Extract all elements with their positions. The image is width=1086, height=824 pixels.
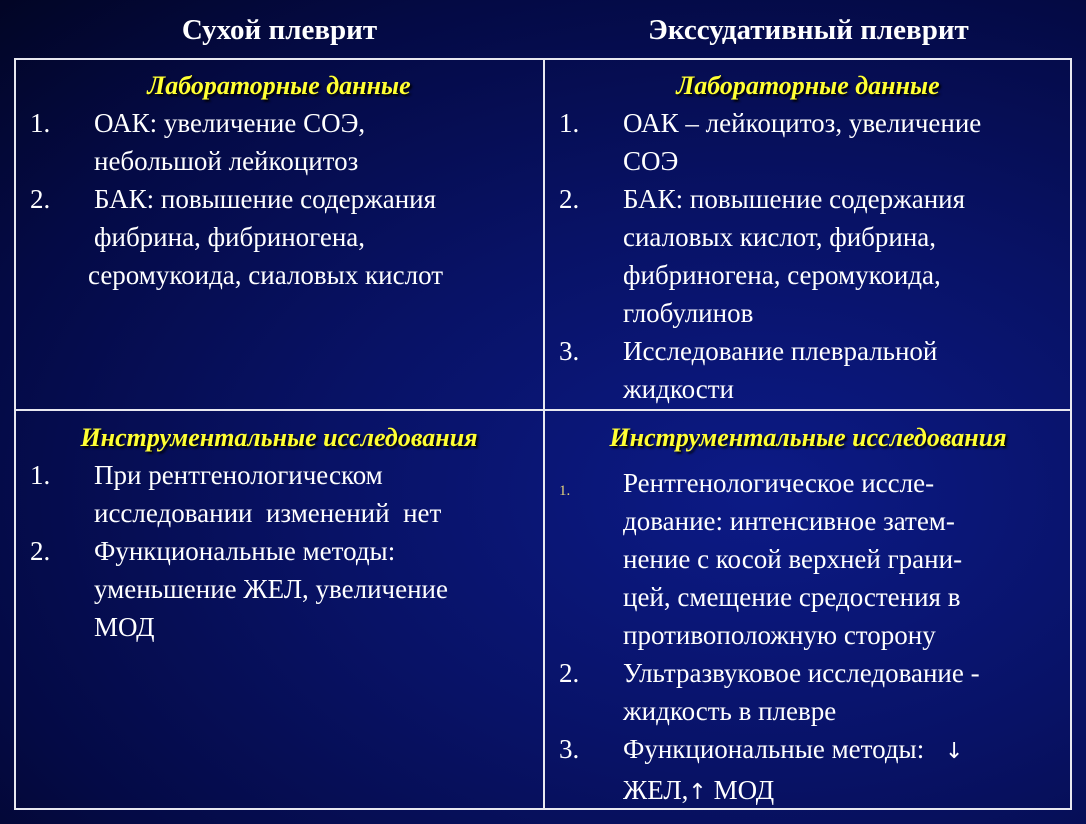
item-line: Ультразвуковое исследование - xyxy=(623,658,980,688)
column-header-exudative-pleurisy: Экссудативный плеврит xyxy=(648,14,969,46)
list-item xyxy=(18,180,540,294)
item-line: жидкость в плевре xyxy=(623,696,837,726)
item-line xyxy=(623,771,1069,812)
list-item xyxy=(18,456,540,532)
item-number: 2. xyxy=(559,184,580,214)
list-item xyxy=(547,180,1069,332)
item-line xyxy=(623,730,1069,771)
item-line: БАК: повышение содержания xyxy=(94,184,437,214)
item-line: сиаловых кислот, фибрина, xyxy=(623,222,937,252)
list-item xyxy=(547,730,1069,812)
item-line: глобулинов xyxy=(623,298,754,328)
item-text: МОД xyxy=(713,775,775,805)
item-line: Функциональные методы: xyxy=(94,536,396,566)
list-item xyxy=(547,332,1069,408)
cell-lab-exudative xyxy=(547,68,1069,408)
column-header-dry-pleurisy: Сухой плеврит xyxy=(181,14,378,46)
item-line: Исследование плевральной xyxy=(623,336,938,366)
item-text: Функциональные методы: xyxy=(623,734,925,764)
item-number: 3. xyxy=(559,734,580,764)
list-item xyxy=(547,654,1069,730)
item-line: МОД xyxy=(94,612,155,642)
item-number: 3. xyxy=(559,336,580,366)
arrow-down-icon: ↓ xyxy=(944,739,964,764)
item-number: 1. xyxy=(30,108,51,138)
item-number: 1. xyxy=(30,460,51,490)
item-line: При рентгенологическом xyxy=(94,460,383,490)
item-line: нение с косой верхней грани- xyxy=(623,544,963,574)
item-line: ОАК – лейкоцитоз, увеличение xyxy=(623,108,982,138)
list-item xyxy=(547,104,1069,180)
list-item xyxy=(547,464,1069,654)
item-line: Рентгенологическое иссле- xyxy=(623,468,935,498)
cell-instrumental-exudative xyxy=(547,420,1069,812)
item-line: серомукоида, сиаловых кислот xyxy=(88,260,444,290)
cell-lab-dry xyxy=(18,68,540,294)
item-text: ЖЕЛ, xyxy=(623,775,689,805)
item-number: 2. xyxy=(559,658,580,688)
item-line: дование: интенсивное затем- xyxy=(623,506,955,536)
item-line: фибрина, фибриногена, xyxy=(94,222,366,252)
table-divider-horizontal xyxy=(14,409,1072,411)
section-title-lab: Лабораторные данные xyxy=(147,71,411,100)
section-title-instrumental: Инструментальные исследования xyxy=(609,423,1007,452)
item-line: БАК: повышение содержания xyxy=(623,184,966,214)
item-line: фибриногена, серомукоида, xyxy=(623,260,941,290)
item-number: 1. xyxy=(559,108,580,138)
item-line: уменьшение ЖЕЛ, увеличение xyxy=(94,574,448,604)
table-divider-vertical xyxy=(543,58,545,810)
section-title-instrumental: Инструментальные исследования xyxy=(80,423,478,452)
list-item xyxy=(18,104,540,180)
cell-instrumental-dry xyxy=(18,420,540,646)
item-number: 2. xyxy=(30,536,51,566)
item-line: ОАК: увеличение СОЭ, xyxy=(94,108,366,138)
item-line: жидкости xyxy=(623,374,734,404)
item-number: 2. xyxy=(30,184,51,214)
item-line: цей, смещение средостения в xyxy=(623,582,961,612)
item-line: СОЭ xyxy=(623,146,679,176)
item-line: противоположную сторону xyxy=(623,620,936,650)
item-line: исследовании изменений нет xyxy=(94,498,442,528)
item-number: 1. xyxy=(559,483,571,499)
section-title-lab: Лабораторные данные xyxy=(676,71,940,100)
list-item xyxy=(18,532,540,646)
item-line: небольшой лейкоцитоз xyxy=(94,146,359,176)
arrow-up-icon: ↑ xyxy=(688,780,707,805)
